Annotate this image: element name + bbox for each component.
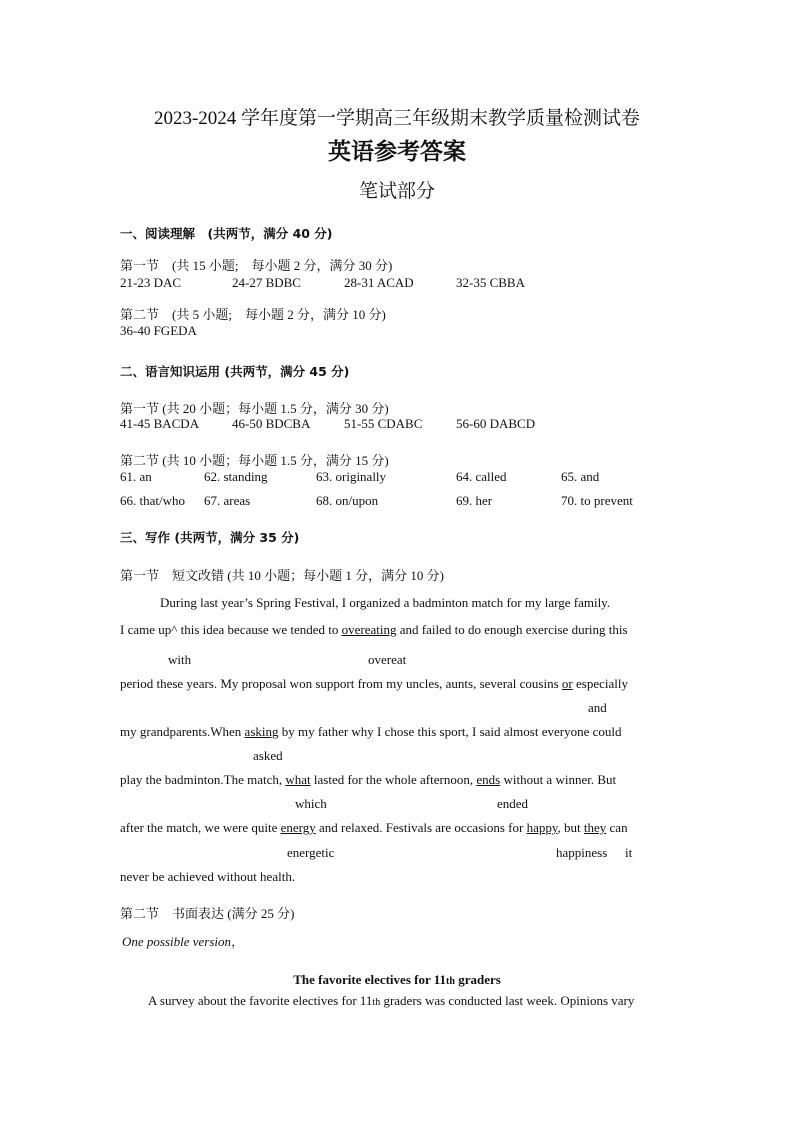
correction-word: and (588, 700, 607, 715)
correction-text-line: my grandparents.When asking by my father why I chose this sport, I said almost everyone could (120, 724, 622, 739)
deleted-word: the (145, 772, 162, 787)
answer-item: 68. on/upon (316, 493, 379, 508)
reading-heading: 一、阅读理解 (共两节，满分 40 分) (120, 226, 333, 241)
correction-text-line: During last year’s Spring Festival, I organized a badminton match for my large family. (160, 595, 611, 610)
language-section1-label: 第一节 (共 20 小题；每小题 1.5 分，满分 30 分) (120, 401, 389, 416)
correction-text-line: after the match, we were quite energy and relaxed. Festivals are occasions for happy, but they can (120, 820, 628, 835)
answer-group: 41-45 BACDA (120, 416, 200, 431)
answer-group: 46-50 BDCBA (232, 416, 311, 431)
answer-group: 28-31 ACAD (344, 275, 414, 290)
page-subtitle: 英语参考答案 (328, 139, 466, 164)
insert-caret-icon: ^ (171, 622, 178, 637)
error-word: asking (244, 724, 279, 739)
error-word: or (561, 676, 573, 691)
answer-group: 51-55 CDABC (344, 416, 423, 431)
correction-text-line: period these years. My proposal won support from my uncles, aunts, several cousins or especially (120, 676, 628, 691)
language-heading: 二、语言知识运用 (共两节，满分 45 分) (120, 364, 350, 379)
correction-text-line: never be achieved without health. (120, 869, 296, 884)
writing-heading: 三、写作 (共两节，满分 35 分) (120, 530, 300, 545)
version-label: One possible version， (122, 934, 245, 949)
writing-section1-label: 第一节 短文改错 (共 10 小题；每小题 1 分，满分 10 分) (120, 568, 444, 583)
language-section2-label: 第二节 (共 10 小题；每小题 1.5 分，满分 15 分) (120, 453, 389, 468)
error-word: overeating (341, 622, 397, 637)
correction-word: it (625, 845, 633, 860)
error-word: ends (476, 772, 501, 787)
reading-section2-label: 第二节 (共 5 小题; 每小题 2 分，满分 10 分) (120, 307, 386, 322)
answer-item: 61. an (120, 469, 152, 484)
correction-word: energetic (287, 845, 335, 860)
essay-text-line: A survey about the favorite electives for 11th graders was conducted last week. Opinions vary (148, 993, 635, 1008)
error-word: energy (280, 820, 316, 835)
answer-item: 62. standing (204, 469, 268, 484)
answer-group: 56-60 DABCD (456, 416, 536, 431)
answer-item: 67. areas (204, 493, 251, 508)
error-word: happy (526, 820, 558, 835)
reading-section1-label: 第一节 (共 15 小题; 每小题 2 分，满分 30 分) (120, 258, 393, 273)
essay-title: The favorite electives for 11th graders (293, 972, 501, 987)
correction-word: which (295, 796, 327, 811)
answer-item: 70. to prevent (561, 493, 633, 508)
correction-word: asked (253, 748, 283, 763)
answer-item: 63. originally (316, 469, 387, 484)
correction-text-line: play the badminton.The match, what lasted for the whole afternoon, ends without a winner. But (120, 772, 617, 787)
answer-item: 66. that/who (120, 493, 185, 508)
answer-item: 64. called (456, 469, 507, 484)
answer-item: 69. her (456, 493, 493, 508)
writing-section2-label: 第二节 书面表达 (满分 25 分) (120, 906, 295, 921)
answer-item: 65. and (561, 469, 600, 484)
error-word: what (285, 772, 311, 787)
answer-group: 21-23 DAC (120, 275, 182, 290)
error-word: they (583, 820, 607, 835)
page-title: 2023-2024 学年度第一学期高三年级期末教学质量检测试卷 (153, 108, 641, 129)
correction-word: ended (497, 796, 529, 811)
correction-text-line: I came up^ this idea because we tended to overeating and failed to do enough exercise during this (120, 622, 628, 637)
answer-group: 32-35 CBBA (456, 275, 525, 290)
correction-word: overeat (368, 652, 407, 667)
answer-group: 36-40 FGEDA (120, 323, 197, 338)
correction-word: happiness (556, 845, 608, 860)
correction-word: with (168, 652, 192, 667)
part-heading: 笔试部分 (358, 181, 435, 202)
answer-group: 24-27 BDBC (232, 275, 301, 290)
